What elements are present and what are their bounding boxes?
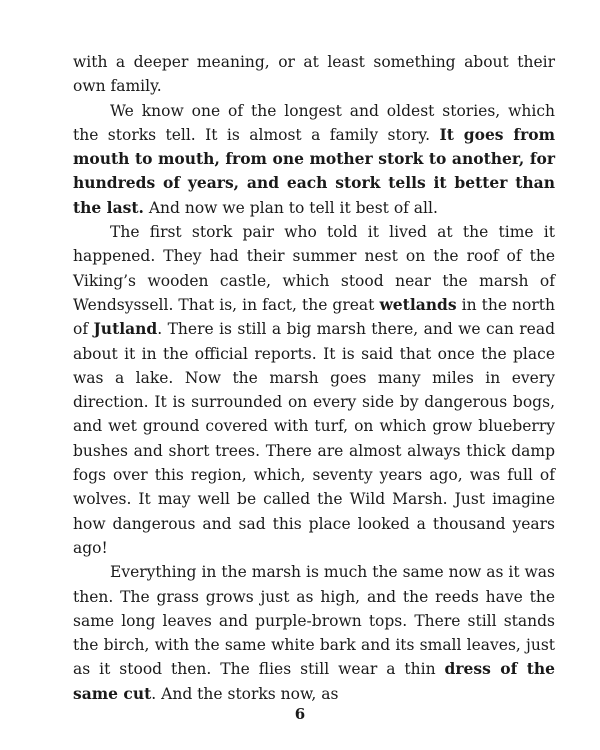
paragraph-1 <box>73 50 555 99</box>
body-text <box>73 50 555 706</box>
bold-text-run: dress of the same cut <box>73 659 555 703</box>
bold-text-run: wetlands <box>379 294 457 314</box>
text-run: with a deeper meaning, or at least something about their own family. <box>73 53 555 96</box>
page-number: 6 <box>294 705 306 723</box>
text-run: And now we plan to tell it best of all. <box>143 198 438 217</box>
text-run: Everything in the marsh is much the same now as it was then. The grass grows just as high, and the reeds have the same long leaves and purple-brown tops. There still stands the birch, with the same white bark and its small leaves, just as it stood then. The flies still wear a thin <box>73 563 555 679</box>
bold-text-run: It goes from mouth to mouth, from one mother stork to another, for hundreds of years, and each stork tells it better than the last. <box>73 124 555 217</box>
paragraph-2 <box>73 99 555 220</box>
bold-text-run: Jutland <box>93 319 158 339</box>
text-run: The first stork pair who told it lived at the time it happened. They had their summer nest on the roof of the Viking’s wooden castle, which stood near the marsh of Wendsyssell. That is, in fact, the great <box>73 223 555 314</box>
text-run: We know one of the longest and oldest stories, which the storks tell. It is almost a family story. <box>73 101 555 144</box>
paragraph-4 <box>73 560 555 706</box>
text-run: in the north of <box>73 295 555 339</box>
text-run: . There is still a big marsh there, and we can read about it in the official reports. It is said that once the place was a lake. Now the marsh goes many miles in every direction. It is surrounded on every side by dangerous bogs, and wet ground covered with turf, on which grow blueberry bushes and short trees. There are almost always thick damp fogs over this region, which, seventy years ago, was full of wolves. It may well be called the Wild Marsh. Just imagine how dangerous and sad this place looked a thousand years ago! <box>73 320 556 557</box>
paragraph-3 <box>73 220 555 560</box>
text-run: . And the storks now, as <box>151 684 339 703</box>
